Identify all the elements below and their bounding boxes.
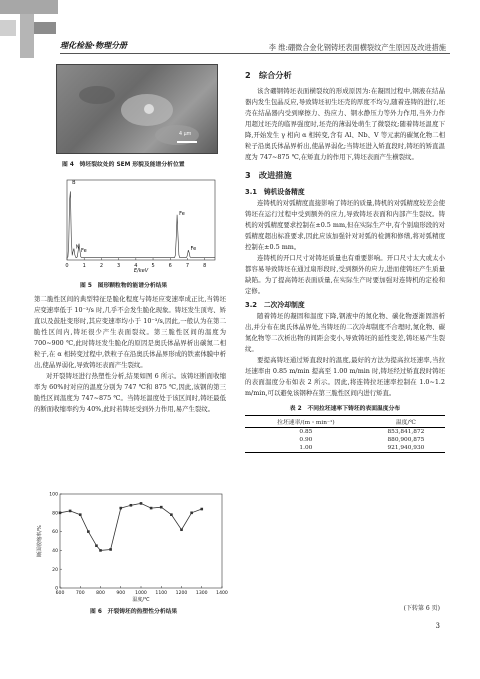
table-cell: 1.00 bbox=[299, 445, 313, 451]
eds-spectrum bbox=[55, 178, 220, 274]
data-point bbox=[140, 502, 143, 505]
x-tick-label: 3 bbox=[117, 263, 121, 269]
data-point bbox=[130, 504, 133, 507]
y-axis-label: 断面收缩率/% bbox=[37, 525, 43, 557]
table-header: 拉坯速率/(m・min⁻¹) bbox=[277, 420, 335, 426]
journal-name: 理化检验·物理分册 bbox=[60, 41, 128, 50]
y-tick-label: 0 bbox=[55, 586, 58, 592]
paragraph: 对开裂铸坯进行热塑性分析,结果如图 6 所示。该铸坯断面收缩率为 60%时对应的温度分别为 747 ℃和 875 ℃,因此,该钢的第三脆性区间温度为 747~875 ℃。当铸坯温度处于该区间时,铸坯最低的断面收缩率约为 40%,此时若铸坯受到外力作用,易产生裂纹。 bbox=[34, 372, 226, 413]
data-point bbox=[200, 508, 203, 511]
continued-note: (下转第 6 页) bbox=[403, 605, 440, 612]
ductility-chart bbox=[34, 488, 229, 608]
x-tick-label: 1400 bbox=[216, 591, 228, 596]
x-tick-label: 900 bbox=[116, 591, 126, 596]
peak-label: N bbox=[75, 244, 80, 251]
table-cell: 880,900,875 bbox=[387, 437, 425, 443]
peak-label: Fe bbox=[179, 211, 185, 218]
x-axis-label: E/keV bbox=[133, 268, 149, 274]
peak-label: Fe bbox=[81, 247, 87, 254]
sem-micrograph bbox=[56, 64, 218, 154]
data-point bbox=[160, 506, 163, 509]
left-column-text bbox=[34, 294, 226, 415]
x-tick-label: 600 bbox=[55, 591, 65, 596]
data-point bbox=[69, 510, 72, 513]
journal-logo bbox=[0, 0, 88, 60]
table-cell: 853,841,872 bbox=[387, 429, 425, 435]
running-title: 李 维:硼微合金化钢铸坯表面横裂纹产生原因及改进措施 bbox=[268, 43, 446, 52]
data-point bbox=[109, 548, 112, 551]
paragraph: 要提高铸坯通过矫直段时的温度,最好的方法为提高拉坯速率,当拉坯速率由 0.85 m/min 提高至 1.00 m/min 时,铸坯经过矫直段时铸坯的表面温度分布如表 2 所示。因此,将连铸拉坯速率控制在 1.0~1.2 m/min,可以避免该钢种在第三脆性区间内进行矫直。 bbox=[245, 356, 445, 397]
y-tick-label: 60 bbox=[52, 530, 58, 536]
table-row bbox=[245, 444, 445, 453]
peak-label: B bbox=[72, 179, 76, 186]
data-point bbox=[150, 507, 153, 510]
paragraph: 该含硼钢铸坯表面横裂纹的形成原因为:在凝固过程中,钢液在结晶器内发生包晶反应,导致铸坯初生坯壳的厚度不均匀,随着连铸的进行,坯壳在结晶器内受到摩擦力、热应力、钢水静压力等外力作用,当外力作用超过坯壳的临界强度时,坯壳的薄弱处萌生了微裂纹;随着铸坯温度下降,开始发生 γ 相向 α 相转变,含有 Al、Nb、V 等元素的碳氮化物二相粒子沿奥氏体晶界析出,使晶界弱化;当铸坯进入矫直段时,铸坯的矫直温度为 747~875 ℃,在矫直力的作用下,铸坯表面产生横裂纹。 bbox=[245, 87, 445, 161]
x-tick-label: 5 bbox=[151, 263, 155, 269]
data-point bbox=[59, 512, 62, 515]
x-tick-label: 700 bbox=[75, 591, 85, 596]
x-tick-label: 1100 bbox=[155, 591, 168, 596]
table-row bbox=[245, 428, 445, 437]
table-cell: 921,940,930 bbox=[387, 445, 425, 451]
table-row bbox=[245, 436, 445, 444]
figure-5-caption: 图 5 图形颗粒物的能谱分析结果 bbox=[80, 283, 168, 289]
section-3-heading: 3 改进措施 bbox=[245, 170, 292, 180]
peak-label: Fe bbox=[190, 246, 197, 253]
y-tick-label: 20 bbox=[52, 567, 58, 573]
plot-frame bbox=[60, 494, 222, 588]
figure-4-caption: 图 4 铸坯裂纹处的 SEM 形貌及能谱分析位置 bbox=[62, 162, 185, 168]
subsection-3-2-heading: 3.2 二次冷却制度 bbox=[245, 301, 305, 309]
right-column bbox=[245, 70, 445, 453]
data-point bbox=[87, 530, 90, 533]
data-point bbox=[180, 528, 183, 531]
page-number: 3 bbox=[435, 622, 440, 630]
header-rule bbox=[60, 53, 450, 54]
figure-6-caption: 图 6 开裂铸坯的热塑性分析结果 bbox=[90, 609, 178, 615]
y-tick-label: 100 bbox=[49, 492, 58, 498]
data-point bbox=[79, 513, 82, 516]
x-tick-label: 2 bbox=[99, 263, 104, 269]
data-point bbox=[99, 549, 102, 552]
temperature-table bbox=[245, 415, 445, 453]
data-point bbox=[95, 544, 98, 547]
table-2-caption: 表 2 不同拉坯速率下铸坯的表面温度分布 bbox=[289, 406, 401, 412]
x-tick-label: 8 bbox=[203, 263, 207, 269]
paragraph: 连铸机的开口尺寸对铸坯质量也有重要影响。开口尺寸太大或太小都容易导致铸坯在通过扇形段时,受到额外的应力,进而使铸坯产生质量缺陷。为了提高铸坯表面质量,在实际生产时要加强对连铸机的定检和定修。 bbox=[245, 254, 445, 295]
subsection-3-1-heading: 3.1 铸机设备精度 bbox=[245, 188, 305, 196]
x-tick-label: 1000 bbox=[135, 591, 147, 596]
series-line bbox=[60, 503, 202, 550]
x-tick-label: 4 bbox=[134, 263, 138, 269]
data-point bbox=[190, 512, 193, 515]
section-2-heading: 2 综合分析 bbox=[245, 70, 292, 80]
x-tick-label: 800 bbox=[96, 591, 105, 596]
table-header: 温度/℃ bbox=[395, 420, 416, 426]
paragraph: 连铸机的对弧精度直接影响了铸坯的质量,铸机的对弧精度较差会使铸坯在运行过程中受到额外的应力,导致铸坯表面和内部产生裂纹。铸机的对弧精度要求控制在±0.5 mm,但在实际生产中,有个别扇形段的对弧精度超出标准要求,因此应该加强针对对弧的检测和修缮,将对弧精度控制在±0.5 mm。 bbox=[245, 199, 445, 251]
y-tick-label: 40 bbox=[52, 549, 58, 554]
x-axis-label: 温度/℃ bbox=[132, 597, 150, 603]
paragraph: 第二脆性区间的典型特征是脆化程度与铸坯应变速率成正比,当铸坯应变速率低于 10⁻³/s 时,几乎不会发生脆化现象。铸坯发生顶弯、矫直以及鼓肚变形时,其应变速率均小于 10⁻³/s,因此,一般认为在第二脆性区间内,铸坯很少产生表面裂纹。第三脆性区间的温度为 700~900 ℃,此时铸坯发生脆化的原因是奥氏体晶界析出碳氮二相粒子,在 α 相转变过程中,铁粒子在沿奥氏体晶界形成的铁素体膜中析出,使晶界弱化,导致铸坯表面产生裂纹。 bbox=[34, 295, 226, 369]
x-tick-label: 0 bbox=[65, 263, 69, 269]
x-tick-label: 6 bbox=[168, 263, 172, 269]
x-tick-label: 7 bbox=[185, 263, 190, 269]
x-tick-label: 1300 bbox=[195, 591, 208, 596]
data-point bbox=[119, 507, 122, 510]
y-tick-label: 80 bbox=[52, 511, 58, 517]
x-tick-label: 1200 bbox=[175, 591, 188, 596]
data-point bbox=[170, 513, 173, 516]
scale-bar-label: 4 μm bbox=[179, 132, 192, 137]
table-cell: 0.90 bbox=[299, 437, 313, 443]
x-tick-label: 1 bbox=[82, 263, 86, 269]
table-cell: 0.85 bbox=[299, 429, 313, 435]
paragraph: 随着铸坯的凝固和温度下降,钢液中的氮化物、碳化物逐渐固溶析出,并分布在奥氏体晶界处,当铸坯的二次冷却制度不合理时,氮化物、碳氮化物等二次析出物的间距会变小,导致铸坯的延性变差,铸坯易产生裂纹。 bbox=[245, 312, 445, 353]
